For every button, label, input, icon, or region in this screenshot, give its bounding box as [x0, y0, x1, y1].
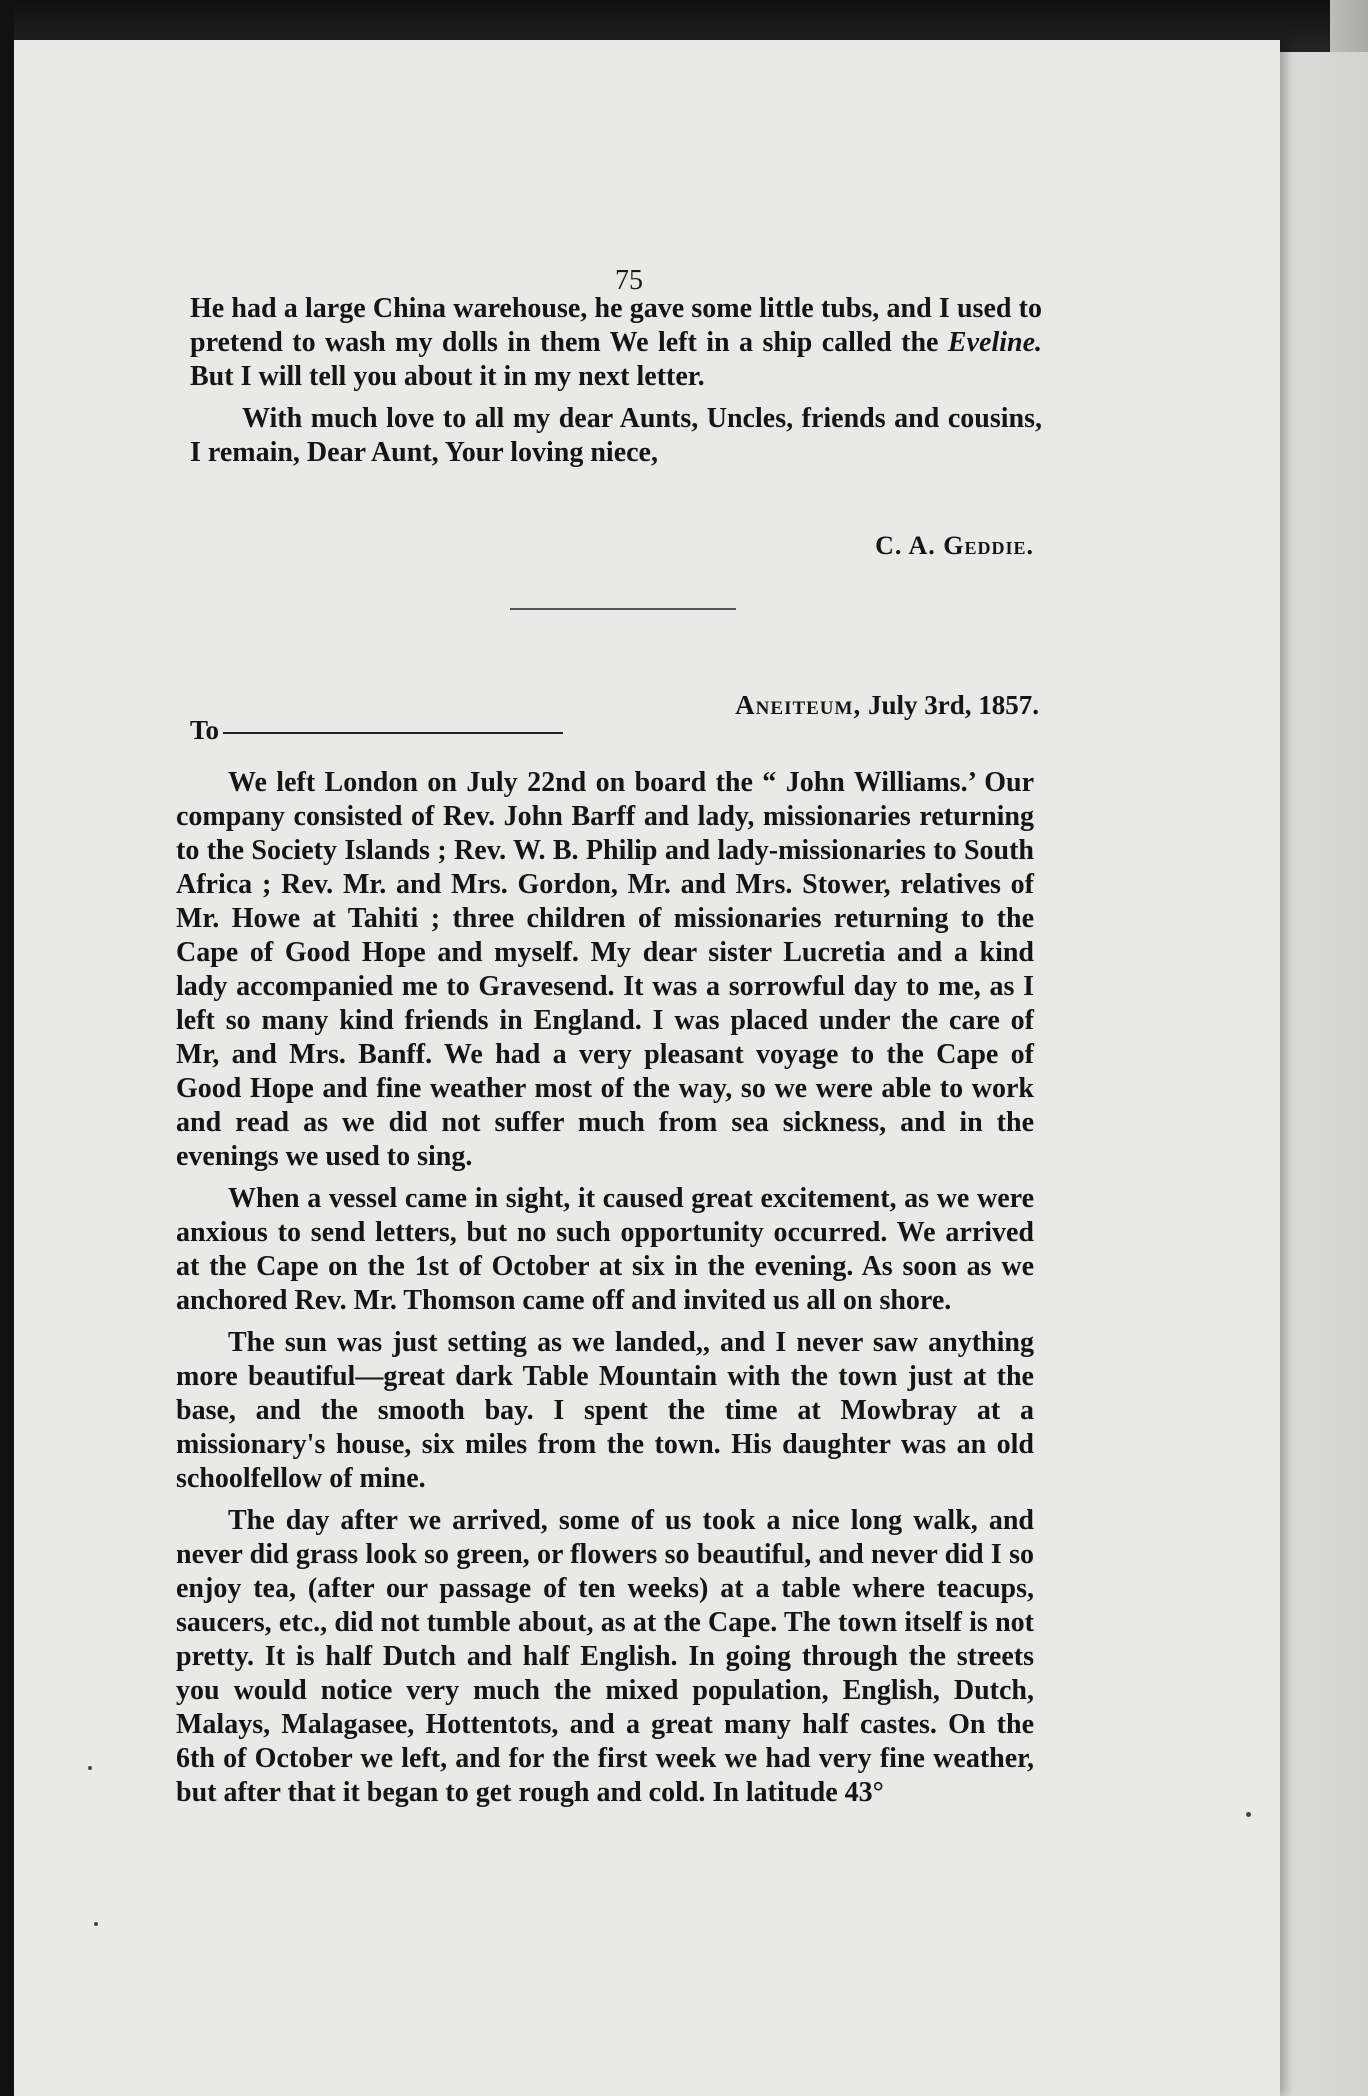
letter2-date: July 3rd, 1857. — [867, 690, 1039, 720]
letter1-paragraph-2: With much love to all my dear Aunts, Uncles, friends and cousins, I remain, Dear Aunt, Your loving niece, — [190, 403, 1042, 468]
letter2-place: Aneiteum, — [735, 690, 862, 720]
letter2-paragraph-1: We left London on July 22nd on board the “ John Williams.’ Our company consisted of Rev. John Barff and lady, missionaries returning to the Society Islands ; Rev. W. B. Philip and lady-missionaries to South Africa ; Rev. Mr. and Mrs. Gordon, Mr. and Mrs. Stower, relatives of Mr. Howe at Tahiti ; three children of missionaries returning to the Cape of Good Hope and myself. My dear sister Lucretia and a kind lady accompanied me to Gravesend. It was a sorrowful day to me, as I left so many kind friends in England. I was placed under the care of Mr, and Mrs. Banff. We had a very pleasant voyage to the Cape of Good Hope and fine weather most of the way, so we were able to work and read as we did not suffer much from sea sickness, and in the evenings we used to sing. — [176, 767, 1034, 1172]
book-page — [14, 40, 1280, 2096]
letter1-paragraph-1: He had a large China warehouse, he gave some little tubs, and I used to pretend to wash my dolls in them We left in a ship called the Eveline. But I will tell you about it in my next letter. — [190, 293, 1042, 392]
letter1-signature: C. A. Geddie. — [875, 531, 1034, 560]
letter2-salutation — [190, 715, 563, 746]
section-divider — [510, 608, 736, 610]
letter2-paragraph-2: When a vessel came in sight, it caused great excitement, as we were anxious to send letters, but no such opportunity occurred. We arrived at the Cape on the 1st of October at six in the evening. As soon as we anchored Rev. Mr. Thomson came off and invited us all on shore. — [176, 1183, 1034, 1316]
page-number: 75 — [615, 265, 643, 296]
recipient-blank-line — [223, 732, 563, 734]
scan-left-edge — [0, 0, 14, 2096]
scan-speck — [94, 1922, 98, 1926]
letter2-body — [176, 766, 1034, 1810]
letter2-dateline — [634, 690, 1039, 721]
scan-speck — [1246, 1812, 1251, 1817]
letter2-paragraph-3: The sun was just setting as we landed,, and I never saw anything more beautiful—great dark Table Mountain with the town just at the base, and the smooth bay. I spent the time at Mowbray at a missionary's house, six miles from the town. His daughter was an old schoolfellow of mine. — [176, 1327, 1034, 1494]
ship-name: Eveline. — [947, 327, 1042, 358]
letter2-paragraph-4: The day after we arrived, some of us took a nice long walk, and never did grass look so green, or flowers so beautiful, and never did I so enjoy tea, (after our passage of ten weeks) at a table where teacups, saucers, etc., did not tumble about, as at the Cape. The town itself is not pretty. It is half Dutch and half English. In going through the streets you would notice very much the mixed population, English, Dutch, Malays, Malagasee, Hottentots, and a great many half castes. On the 6th of October we left, and for the first week we had very fine weather, but after that it began to get rough and cold. In latitude 43° — [176, 1505, 1034, 1808]
salutation-text: To — [190, 715, 220, 745]
letter1-body — [190, 292, 1042, 470]
scan-speck — [88, 1766, 92, 1770]
